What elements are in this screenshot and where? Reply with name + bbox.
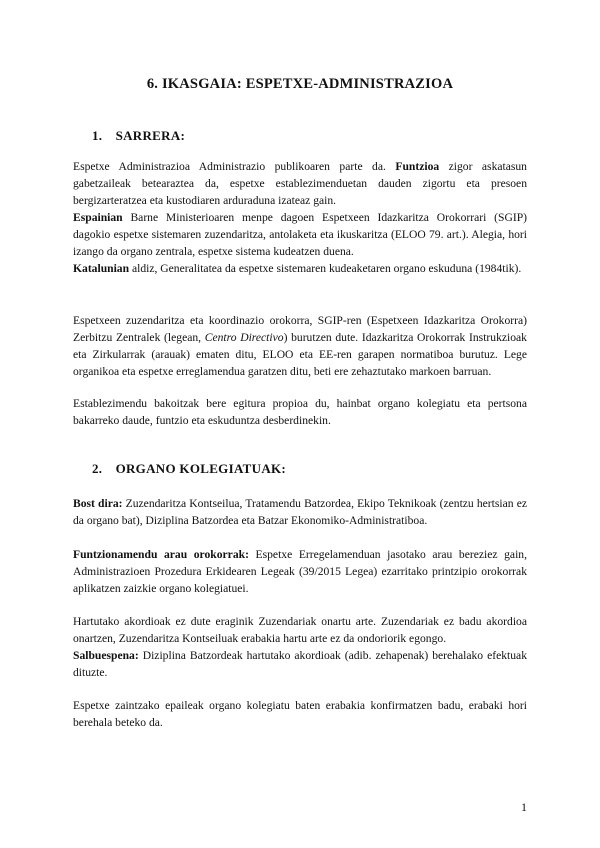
- paragraph: Bost dira: Zuzendaritza Kontseilua, Tratamendu Batzordea, Ekipo Teknikoak (zentzu hertsian ez da organo bat), Diziplina Batzordea eta Batzar Ekonomiko-Administratiboa.: [73, 497, 527, 527]
- section-title: SARRERA:: [115, 128, 186, 143]
- paragraph: Espetxe zaintzako epaileak organo kolegiatu baten erabakia konfirmatzen badu, erabaki hori berehala beteko da.: [73, 699, 527, 729]
- paragraph: Establezimendu bakoitzak bere egitura propioa du, hainbat organo kolegiatu eta pertsona bakarreko daude, funtzio eta eskuduntza desberdinekin.: [73, 397, 527, 427]
- section-heading-sarrera: [92, 128, 185, 144]
- paragraph: Funtzionamendu arau orokorrak: Espetxe Erregelamenduan jasotako arau bereziez gain, Administrazioen Prozedura Erkidearen Legeak (39/2015 Legea) ezarritako printzipio orokorrak aplikatzen zaizkie organo kolegiatuei.: [73, 548, 527, 595]
- paragraph: Hartutako akordioak ez dute eraginik Zuzendariak onartu arte. Zuzendariak ez badu akordioa onartzen, Zuzendaritza Kontseiluak erabakia hartu arte ez da ondoriorik egongo.: [73, 615, 527, 645]
- paragraph: Espainian Barne Ministerioaren menpe dagoen Espetxeen Idazkaritza Orokorrari (SGIP) dagokio espetxe sistemaren zuzendaritza, antolaketa eta ikuskaritza (ELOO 79. art.). Alegia, hori izango da organo zentrala, espetxe sistema kudeatzen duena.: [73, 211, 527, 258]
- paragraph: Espetxeen zuzendaritza eta koordinazio orokorra, SGIP-ren (Espetxeen Idazkaritza Orokorra) Zerbitzu Zentralek (legean, Centro Directivo) burutzen dute. Idazkaritza Orokorrak Instrukzioak eta Zirkularrak (arauak) ematen ditu, ELOO eta EE-ren garapen normatiboa burutuz. Lege organikoa eta espetxe erreglamendua garatzen ditu, beti ere zehaztutako markoen barruan.: [73, 314, 527, 378]
- paragraph: Katalunian aldiz, Generalitatea da espetxe sistemaren kudeaketaren organo eskuduna (1984tik).: [73, 262, 522, 275]
- page-number: 1: [521, 800, 527, 814]
- paragraph: Espetxe Administrazioa Administrazio publikoaren parte da. Funtzioa zigor askatasun gabetzaileak betearaztea da, espetxe establezimenduetan dauden zigortu eta presoen bergizarteratzea eta kustodiaren arduraduna izateaz gain.: [73, 160, 527, 207]
- section-title: ORGANO KOLEGIATUAK:: [115, 461, 287, 476]
- paragraph: Salbuespena: Diziplina Batzordeak hartutako akordioak (adib. zehapenak) berehalako efektuak dituzte.: [73, 649, 527, 679]
- section-number: 1.: [92, 128, 103, 143]
- page-title: 6. IKASGAIA: ESPETXE-ADMINISTRAZIOA: [146, 76, 454, 92]
- section-heading-organo-kolegiatuak: [92, 461, 286, 477]
- section-number: 2.: [92, 461, 103, 476]
